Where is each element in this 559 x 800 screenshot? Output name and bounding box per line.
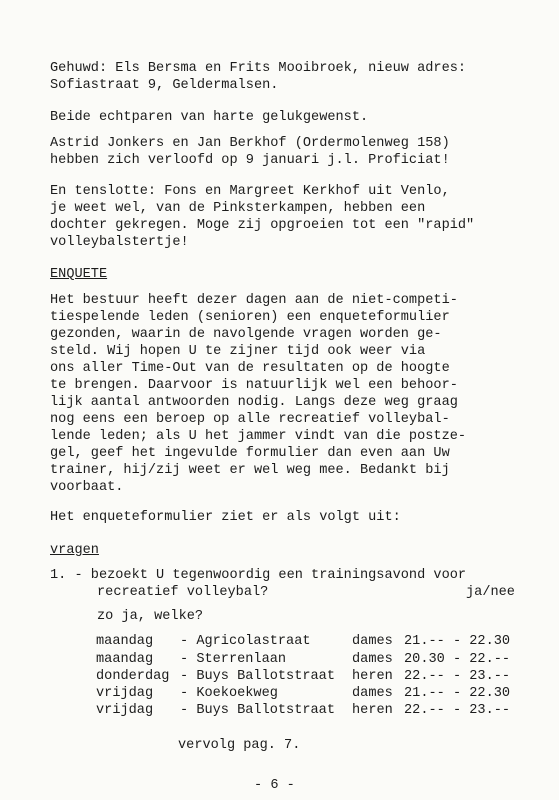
day: vrijdag [96, 686, 154, 701]
day: donderdag [96, 669, 170, 684]
time: 21.-- - 22.30 [404, 686, 511, 701]
group: dames [352, 686, 393, 701]
time: 22.-- - 23.-- [404, 669, 511, 684]
followup-question: zo ja, welke? [97, 609, 204, 624]
group: heren [352, 703, 393, 718]
day: vrijdag [96, 703, 154, 718]
section-heading: ENQUETE [50, 267, 108, 282]
text-line: steld. Wij hopen U te zijner tijd ook weer via [50, 344, 426, 359]
time: 22.-- - 23.-- [404, 703, 511, 718]
location: - Agricolastraat [180, 634, 311, 649]
text-line: Astrid Jonkers en Jan Berkhof (Ordermolenweg 158) [50, 136, 450, 151]
text-line: gezonden, waarin de navolgende vragen worden ge- [50, 327, 442, 342]
answer-options: ja/nee [466, 585, 515, 600]
text-line: ons aller Time-Out van de resultaten op de hoogte [50, 361, 450, 376]
text-line: Gehuwd: Els Bersma en Frits Mooibroek, nieuw adres: [50, 61, 467, 76]
text-line: lijk aantal antwoorden nodig. Langs deze weg graag [50, 395, 458, 410]
continued-note: vervolg pag. 7. [178, 738, 301, 753]
day: maandag [96, 652, 154, 667]
text-line: je weet wel, van de Pinksterkampen, hebben een [50, 201, 426, 216]
text-line: Sofiastraat 9, Geldermalsen. [50, 78, 279, 93]
text-line: hebben zich verloofd op 9 januari j.l. Proficiat! [50, 153, 450, 168]
day: maandag [96, 634, 154, 649]
location: - Buys Ballotstraat [180, 669, 335, 684]
text-line: gel, geef het ingevulde formulier dan even aan Uw [50, 446, 450, 461]
location: - Sterrenlaan [180, 652, 287, 667]
question-1: 1. - bezoekt U tegenwoordig een trainingsavond voor [50, 568, 467, 583]
text-line: lende leden; als U het jammer vindt van die postze- [50, 429, 467, 444]
question-1-continuation: recreatief volleybal? [97, 585, 269, 600]
text-line: tiespelende leden (senioren) een enqueteformulier [50, 310, 450, 325]
text-line: Beide echtparen van harte gelukgewenst. [50, 110, 369, 125]
text-line: Het enqueteformulier ziet er als volgt uit: [50, 510, 401, 525]
text-line: te brengen. Daarvoor is natuurlijk wel een behoor- [50, 378, 458, 393]
text-line: voorbaat. [50, 480, 124, 495]
text-line: dochter gekregen. Moge zij opgroeien tot een "rapid" [50, 218, 475, 233]
text-line: En tenslotte: Fons en Margreet Kerkhof uit Venlo, [50, 184, 450, 199]
group: dames [352, 634, 393, 649]
text-line: volleybalstertje! [50, 235, 189, 250]
section-heading: vragen [50, 543, 99, 558]
group: heren [352, 669, 393, 684]
group: dames [352, 652, 393, 667]
time: 20.30 - 22.-- [404, 652, 511, 667]
location: - Koekoekweg [180, 686, 278, 701]
location: - Buys Ballotstraat [180, 703, 335, 718]
page-number: - 6 - [254, 778, 295, 793]
text-line: Het bestuur heeft dezer dagen aan de niet-competi- [50, 293, 458, 308]
text-line: nog eens een beroep op alle recreatief volleybal- [50, 412, 450, 427]
text-line: trainer, hij/zij weet er wel weg mee. Bedankt bij [50, 463, 450, 478]
time: 21.-- - 22.30 [404, 634, 511, 649]
